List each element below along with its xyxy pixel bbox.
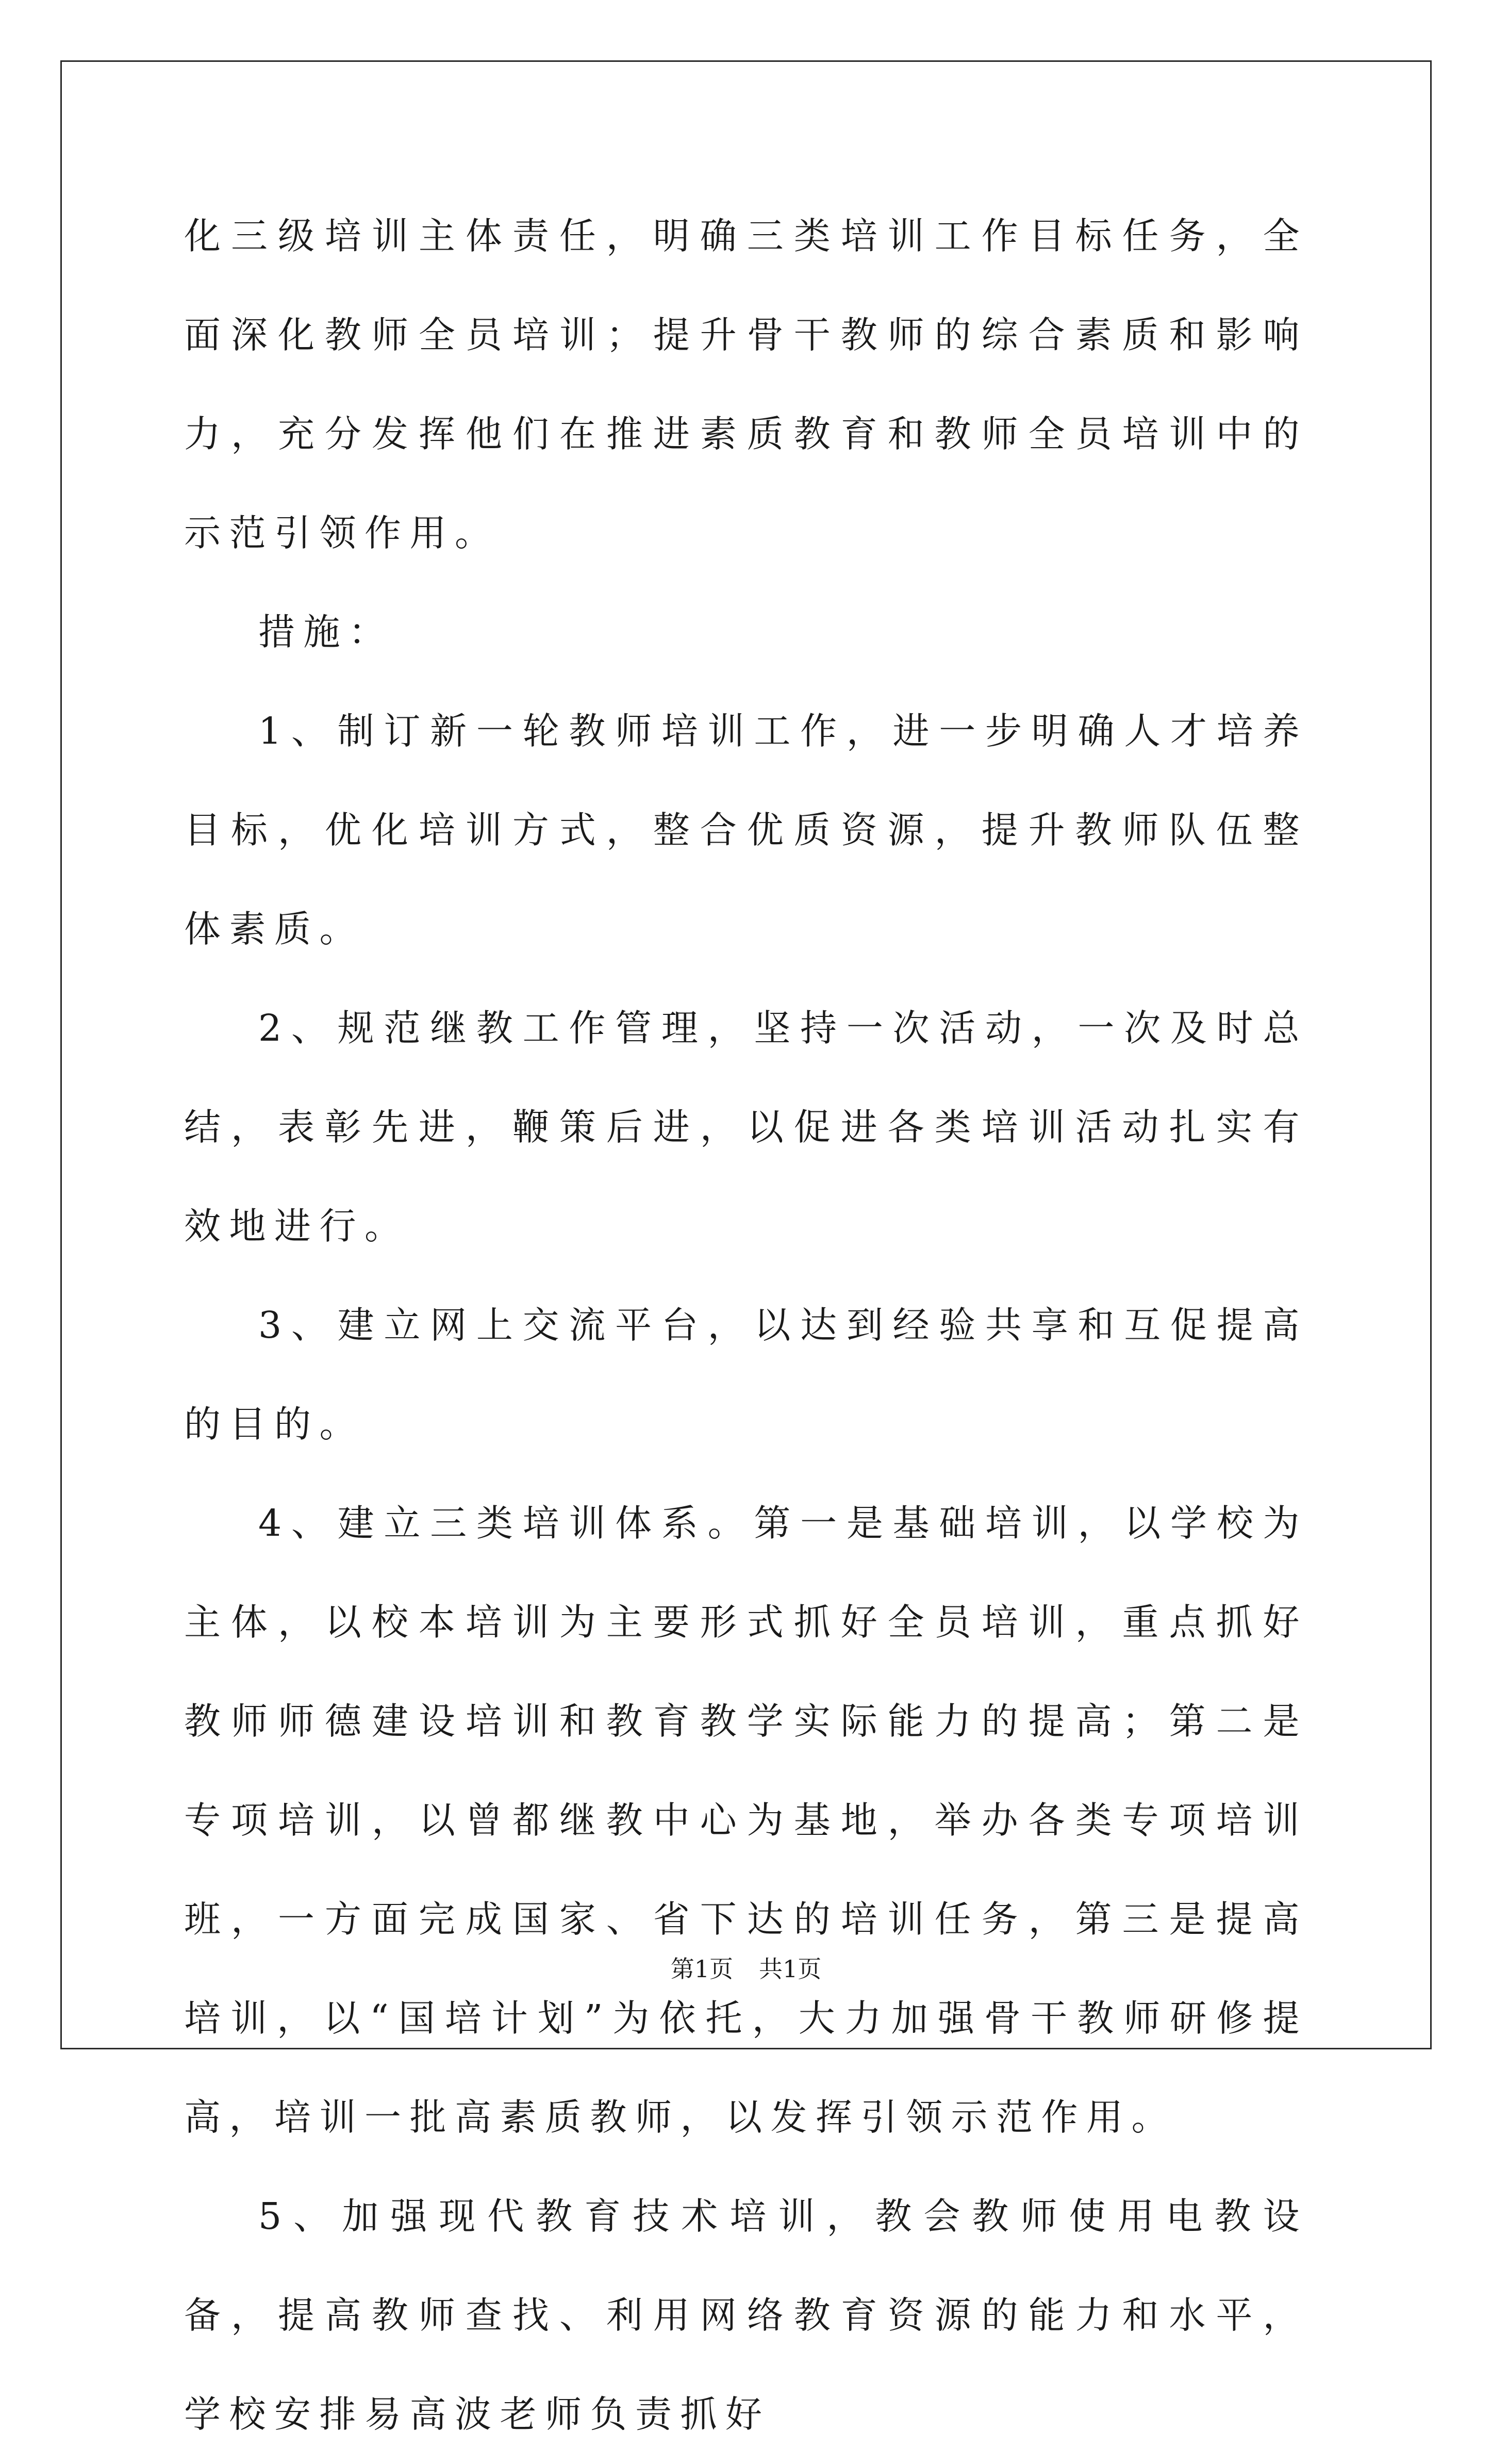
- page-number-current: 第1页: [670, 1955, 733, 1983]
- paragraph-measure-4: 4、建立三类培训体系。第一是基础培训，以学校为主体，以校本培训为主要形式抓好全员培训，重点抓好教师师德建设培训和教育教学实际能力的提高；第二是专项培训，以曾都继教中心为基地，举办各类专项培训班，一方面完成国家、省下达的培训任务，第三是提高培训，以“国培计划”为依托，大力加强骨干教师研修提高，培训一批高素质教师，以发挥引领示范作用。: [184, 1502, 1308, 2139]
- paragraph-measure-1: 1、制订新一轮教师培训工作，进一步明确人才培养目标，优化培训方式，整合优质资源，提升教师队伍整体素质。: [184, 710, 1308, 950]
- paragraph-measure-5: 5、加强现代教育技术培训，教会教师使用电教设备，提高教师查找、利用网络教育资源的能力和水平，学校安排易高波老师负责抓好: [184, 2195, 1308, 2436]
- paragraph-intro: 化三级培训主体责任，明确三类培训工作目标任务，全面深化教师全员培训；提升骨干教师的综合素质和影响力，充分发挥他们在推进素质教育和教师全员培训中的示范引领作用。: [184, 215, 1308, 554]
- document-body: [184, 187, 1308, 2464]
- page-number-total: 共1页: [759, 1955, 822, 1983]
- page-footer: [0, 1954, 1492, 1983]
- paragraph-measure-2: 2、规范继教工作管理，坚持一次活动，一次及时总结，表彰先进，鞭策后进，以促进各类培训活动扎实有效地进行。: [184, 1007, 1308, 1247]
- paragraph-measure-3: 3、建立网上交流平台，以达到经验共享和互促提高的目的。: [184, 1304, 1308, 1445]
- paragraph-measures-heading: 措施：: [258, 611, 394, 653]
